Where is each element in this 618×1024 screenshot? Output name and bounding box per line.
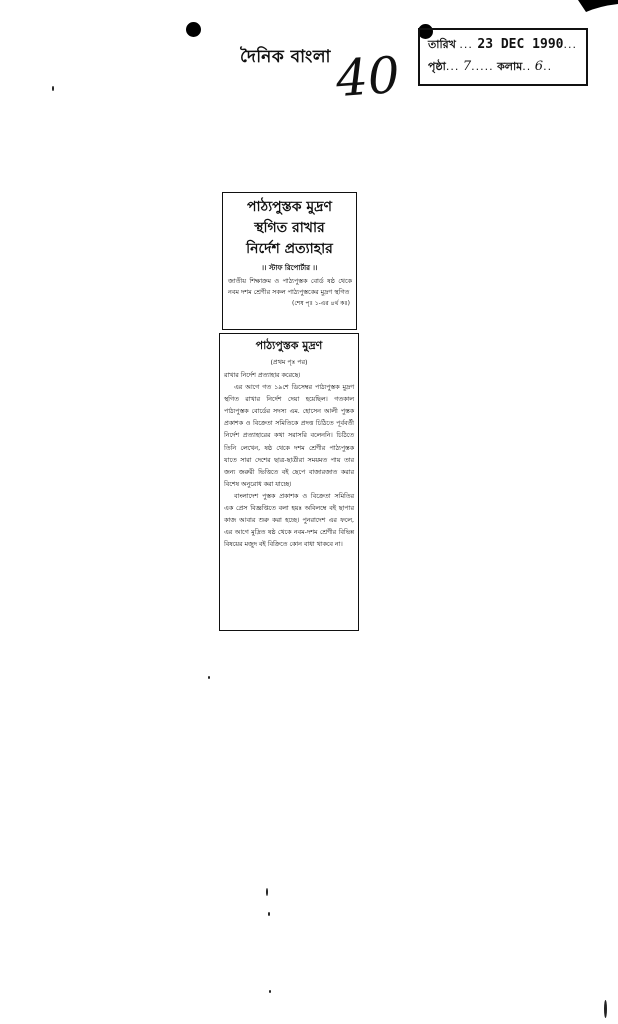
stamp-column-value: 6 <box>534 59 544 74</box>
article-body-part1: জাতীয় শিক্ষাক্রম ও পাঠ্যপুস্তক বোর্ড ষষ্ঠ থেকে নবম দশম শ্রেণীর সকল পাঠ্যপুস্তকের মুদ্রণ স্থগিত <box>228 277 352 296</box>
stamp-page-row: পৃষ্ঠা... 7..... কলাম.. 6.. <box>428 59 553 74</box>
scan-speck <box>52 86 54 91</box>
scan-speck <box>266 888 268 896</box>
news-clipping-part1 <box>222 192 357 330</box>
clipping-headline <box>226 197 353 260</box>
punch-hole <box>186 22 201 37</box>
continued-headline: পাঠ্যপুস্তক মুদ্রণ <box>255 339 323 352</box>
scan-speck <box>268 912 270 916</box>
headline-line-1: পাঠ্যপুস্তক মুদ্রণ <box>247 199 332 215</box>
scan-speck <box>604 1000 607 1018</box>
stamp-page-value: 7 <box>462 59 472 74</box>
scan-speck <box>269 990 271 993</box>
corner-fold-mark <box>578 0 618 14</box>
article-paragraph: রাখার নির্দেশ প্রত্যাহার করেছে। <box>224 372 301 379</box>
continuation-note: (শেষ পৃঃ ১-এর ৪র্থ কঃ) <box>292 299 350 307</box>
stamp-date-label: তারিখ <box>428 38 456 51</box>
continued-subhead: (প্রথম পৃঃ পর) <box>270 358 308 366</box>
stamp-date-row: তারিখ ... 23 DEC 1990... <box>428 37 577 52</box>
article-paragraph: এর আগে গত ১৯শে ডিসেম্বর পাঠ্যপুস্তক মুদ্রণ স্থগিত রাখার নির্দেশ দেয়া হয়েছিল। গতকাল পাঠ্যপুস্তক বোর্ডের সদস্য এম. হোসেন আলী পুস্তক প্রকাশক ও বিক্রেতা সমিতিকে প্রদত্ত চিঠিতে পূর্ববর্তী নির্দেশ প্রত্যাহারের কথা সরাসরি বলেননি। চিঠিতে তিনি লেখেন, ষষ্ঠ থেকে দশম শ্রেণীর পাঠ্যপুস্তক যাতে সারা দেশের ছাত্র-ছাত্রীরা সময়মত পায় তার জন্য জরুরী ভিত্তিতে বই ছেপে বাজারজাত করার বিশেষ অনুরোধ করা যাচ্ছে। <box>224 384 354 488</box>
byline: ।। স্টাফ রিপোর্টার ।। <box>261 264 318 272</box>
headline-line-3: নির্দেশ প্রত্যাহার <box>246 241 333 257</box>
stamp-date-value: 23 DEC 1990 <box>477 37 564 52</box>
scan-speck <box>208 676 210 679</box>
headline-line-2: স্থগিত রাখার <box>254 220 325 236</box>
news-clipping-part2 <box>219 333 359 631</box>
article-body-part2 <box>224 370 354 551</box>
article-paragraph: বাংলাদেশ পুস্তক প্রকাশক ও বিক্রেতা সমিতির এক প্রেস বিজ্ঞপ্তিতে বলা হয়ঃ অবিলম্বে বই ছাপার কাজ আবার শুরু করা হচ্ছে। পুনরাদেশ এর ফলে, এর আগে মুদ্রিত ষষ্ঠ থেকে নবম-দশম শ্রেণীর বিভিন্ন বিষয়ের মজুদ বই বিক্রিতে কোন বাধা থাকবে না। <box>224 492 354 549</box>
handwritten-page-number: 40 <box>334 45 402 109</box>
stamp-column-label: কলাম <box>497 60 523 73</box>
stamp-page-label: পৃষ্ঠা <box>428 60 446 73</box>
date-stamp <box>418 28 588 86</box>
newspaper-name: দৈনিক বাংলা <box>240 47 331 67</box>
